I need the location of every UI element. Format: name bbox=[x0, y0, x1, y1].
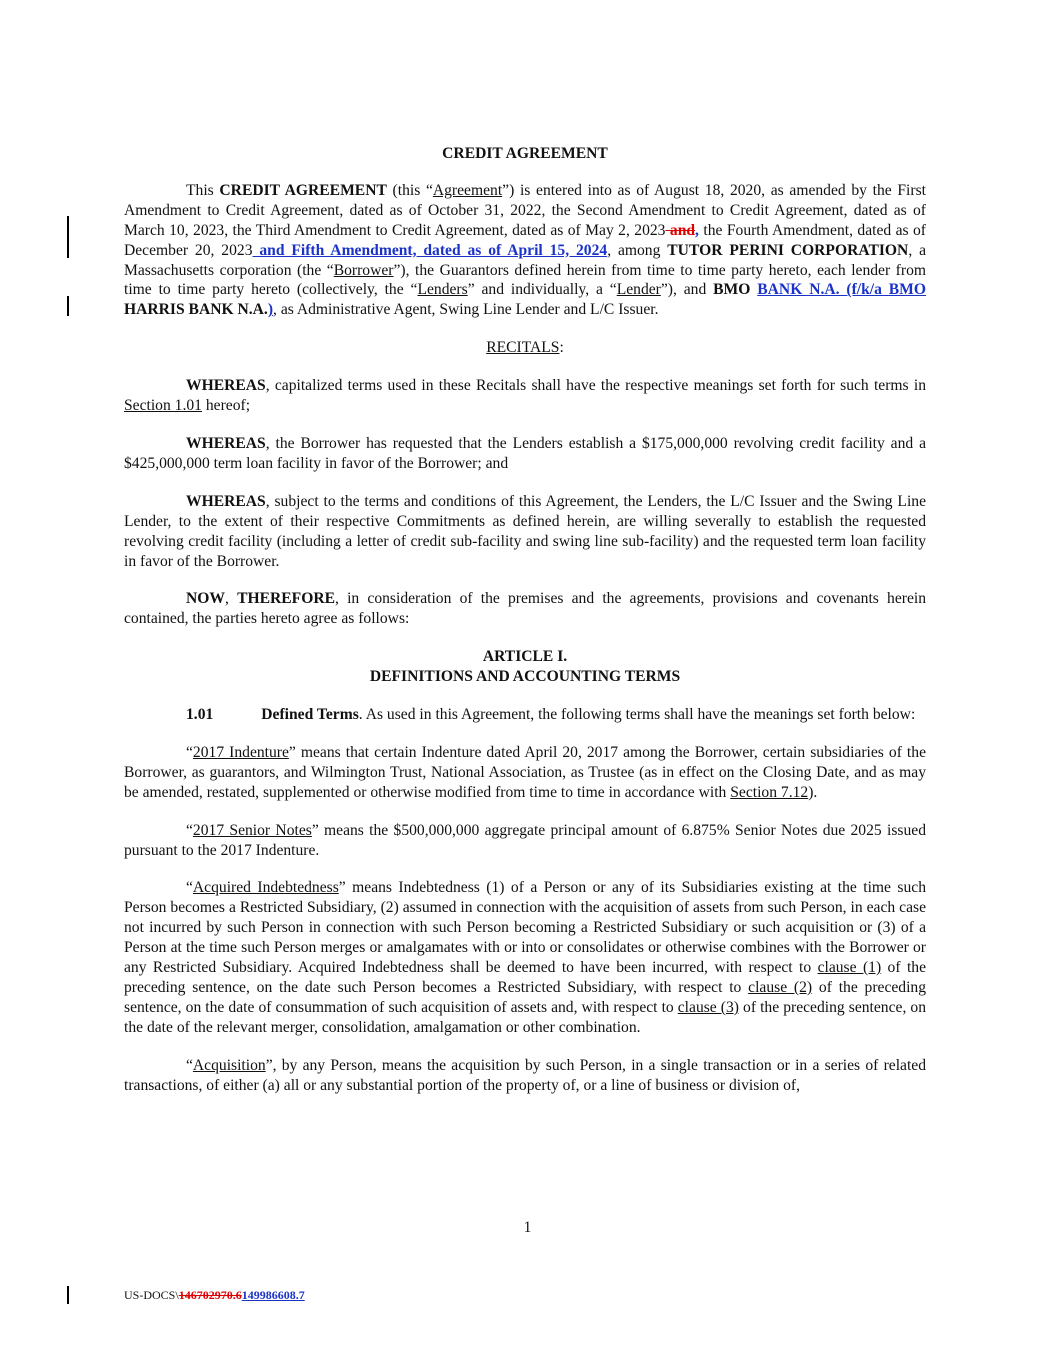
text: , the Borrower has requested that the Lenders establish a $175,000,000 revolving credit facility and a $425,000,000 term loan facility in favor of the Borrower; and bbox=[124, 434, 926, 472]
text: (this “ bbox=[386, 181, 433, 199]
clause-reference: clause (1) bbox=[817, 959, 882, 977]
text: of the preceding sentence, on the date such Person becomes a Restricted Subsidiary, with respect to bbox=[124, 959, 927, 996]
text: ). bbox=[808, 783, 818, 801]
defined-term: Borrower bbox=[333, 261, 394, 279]
section-number: 1.01 bbox=[186, 706, 214, 724]
text: . As used in this Agreement, the following terms shall have the meanings set forth below: bbox=[358, 706, 916, 724]
defined-term: Acquisition bbox=[192, 1056, 266, 1074]
article-title: DEFINITIONS AND ACCOUNTING TERMS bbox=[369, 668, 681, 686]
text: hereof; bbox=[201, 397, 251, 415]
defined-term: Agreement bbox=[432, 181, 503, 199]
definition-paragraph bbox=[124, 743, 926, 803]
text: NOW bbox=[186, 590, 225, 608]
text: , bbox=[224, 590, 238, 608]
text: , capitalized terms used in these Recitals shall have the respective meanings set forth for such terms in bbox=[265, 377, 926, 395]
section-reference: Section 1.01 bbox=[124, 397, 202, 415]
section-paragraph bbox=[124, 705, 926, 725]
deleted-text: and bbox=[665, 221, 696, 239]
text: of the preceding sentence, on the date of the relevant merger, consolidation, amalgamation or other combination. bbox=[124, 998, 926, 1036]
text: the Fourth Amendment, dated as of December 20, 2023 bbox=[124, 221, 927, 259]
text: , a Massachusetts corporation (the “ bbox=[124, 241, 927, 279]
text: ” means Indebtedness (1) of a Person or any of its Subsidiaries existing at the time such Person becomes a Restricted Subsidiary, (2) assumed in connection with the acquisition of assets from such Person, in each case not incurred by such Person in connection with such Person becoming a Restricted Subsidiary or such acquisition or (3) of a Person at the time such Person merges or amalgamates with or into or consolidates or otherwise combines with the Borrower or any Restricted Subsidiary. Acquired Indebtedness shall be deemed to have been incurred, with respect to bbox=[124, 879, 926, 977]
text: , in consideration of the premises and the agreements, provisions and covenants herein contained, the parties hereto agree as follows: bbox=[124, 590, 927, 628]
inserted-text: ) bbox=[267, 301, 274, 319]
intro-paragraph bbox=[124, 181, 926, 320]
definition-paragraph bbox=[124, 821, 926, 861]
clause-reference: clause (2) bbox=[748, 979, 813, 996]
text: , among bbox=[607, 241, 668, 259]
text: : bbox=[559, 339, 564, 357]
text: ”, by any Person, means the acquisition by such Person, in a single transaction or in a series of related transactions, of either (a) all or any substantial portion of the property of, or a line of business or division of, bbox=[124, 1056, 926, 1094]
text: ” and individually, a “ bbox=[467, 281, 617, 299]
document-title: CREDIT AGREEMENT bbox=[442, 145, 608, 162]
definition-paragraph bbox=[124, 878, 926, 1037]
text: TUTOR PERINI CORPORATION bbox=[667, 241, 909, 259]
text: THEREFORE bbox=[237, 590, 335, 608]
clause-reference: clause (3) bbox=[677, 998, 739, 1016]
change-bar bbox=[67, 1286, 69, 1304]
text: “ bbox=[186, 743, 193, 761]
text: ”) is entered into as of August 18, 2020, as amended by the First Amendment to Credit Agreement, dated as of October 31, 2022, the Second Amendment to Credit Agreement, dated as of March 10, 2023, the Third Amendment to Credit Agreement, dated as of May 2, 2023 bbox=[124, 181, 926, 239]
definition-paragraph bbox=[124, 1056, 926, 1096]
change-bar bbox=[67, 216, 69, 258]
text: WHEREAS bbox=[186, 492, 266, 510]
text: BMO bbox=[713, 281, 751, 299]
defined-term: 2017 Senior Notes bbox=[192, 821, 312, 839]
defined-term: Acquired Indebtedness bbox=[192, 879, 339, 897]
whereas-paragraph bbox=[124, 376, 926, 416]
defined-term: Lenders bbox=[417, 281, 468, 299]
recitals-heading bbox=[124, 338, 926, 358]
text: US-DOCS\ bbox=[124, 1288, 179, 1302]
change-bar bbox=[67, 296, 69, 316]
text: “ bbox=[186, 821, 193, 839]
text: WHEREAS bbox=[186, 377, 266, 395]
inserted-text: , bbox=[695, 221, 699, 239]
text: “ bbox=[186, 1056, 193, 1074]
deleted-text: 146702970.6 bbox=[178, 1288, 242, 1302]
defined-term: Lender bbox=[616, 281, 661, 299]
text: of the preceding sentence, on the date of consummation of such acquisition of assets and, with respect to bbox=[124, 979, 927, 1016]
page-number: 1 bbox=[523, 1219, 532, 1236]
article-heading: ARTICLE I. bbox=[482, 648, 568, 666]
text: ”), the Guarantors defined herein from time to time party hereto, each lender from time to time party hereto (collectively, the “ bbox=[124, 261, 926, 299]
text: HARRIS BANK N.A. bbox=[124, 301, 268, 319]
text: ” means that certain Indenture dated April 20, 2017 among the Borrower, certain subsidiaries of the Borrower, as guarantors, and Wilmington Trust, National Association, as Trustee (as in effect on the Closing Date, and as may be amended, restated, supplemented or otherwise modified from time to time in accordance with bbox=[124, 743, 926, 801]
now-therefore-paragraph bbox=[124, 589, 926, 629]
whereas-paragraph bbox=[124, 492, 926, 572]
text: “ bbox=[186, 879, 193, 897]
whereas-paragraph bbox=[124, 434, 926, 474]
text: CREDIT AGREEMENT bbox=[219, 181, 387, 199]
section-reference: Section 7.12 bbox=[730, 783, 809, 801]
text: RECITALS bbox=[486, 339, 560, 357]
text: , as Administrative Agent, Swing Line Lender and L/C Issuer. bbox=[273, 301, 659, 319]
text: WHEREAS bbox=[186, 434, 266, 452]
text: ”), and bbox=[660, 281, 714, 299]
text: ” means the $500,000,000 aggregate principal amount of 6.875% Senior Notes due 2025 issued pursuant to the 2017 Indenture. bbox=[124, 821, 926, 859]
inserted-text: BANK N.A. (f/k/a BMO bbox=[757, 281, 927, 299]
inserted-text: and Fifth Amendment, dated as of April 15, 2024 bbox=[252, 241, 608, 259]
section-heading: Defined Terms bbox=[261, 706, 359, 724]
document-page bbox=[124, 140, 926, 1096]
inserted-text: 149986608.7 bbox=[241, 1288, 305, 1302]
defined-term: 2017 Indenture bbox=[192, 743, 289, 761]
document-id-footer bbox=[124, 1288, 305, 1303]
text: , subject to the terms and conditions of this Agreement, the Lenders, the L/C Issuer and the Swing Line Lender, to the extent of their respective Commitments as defined herein, are willing severally to establish the requested revolving credit facility (including a letter of credit sub-facility and swing line sub-facility) and the requested term loan facility in favor of the Borrower. bbox=[124, 492, 926, 570]
text: This bbox=[186, 181, 220, 199]
